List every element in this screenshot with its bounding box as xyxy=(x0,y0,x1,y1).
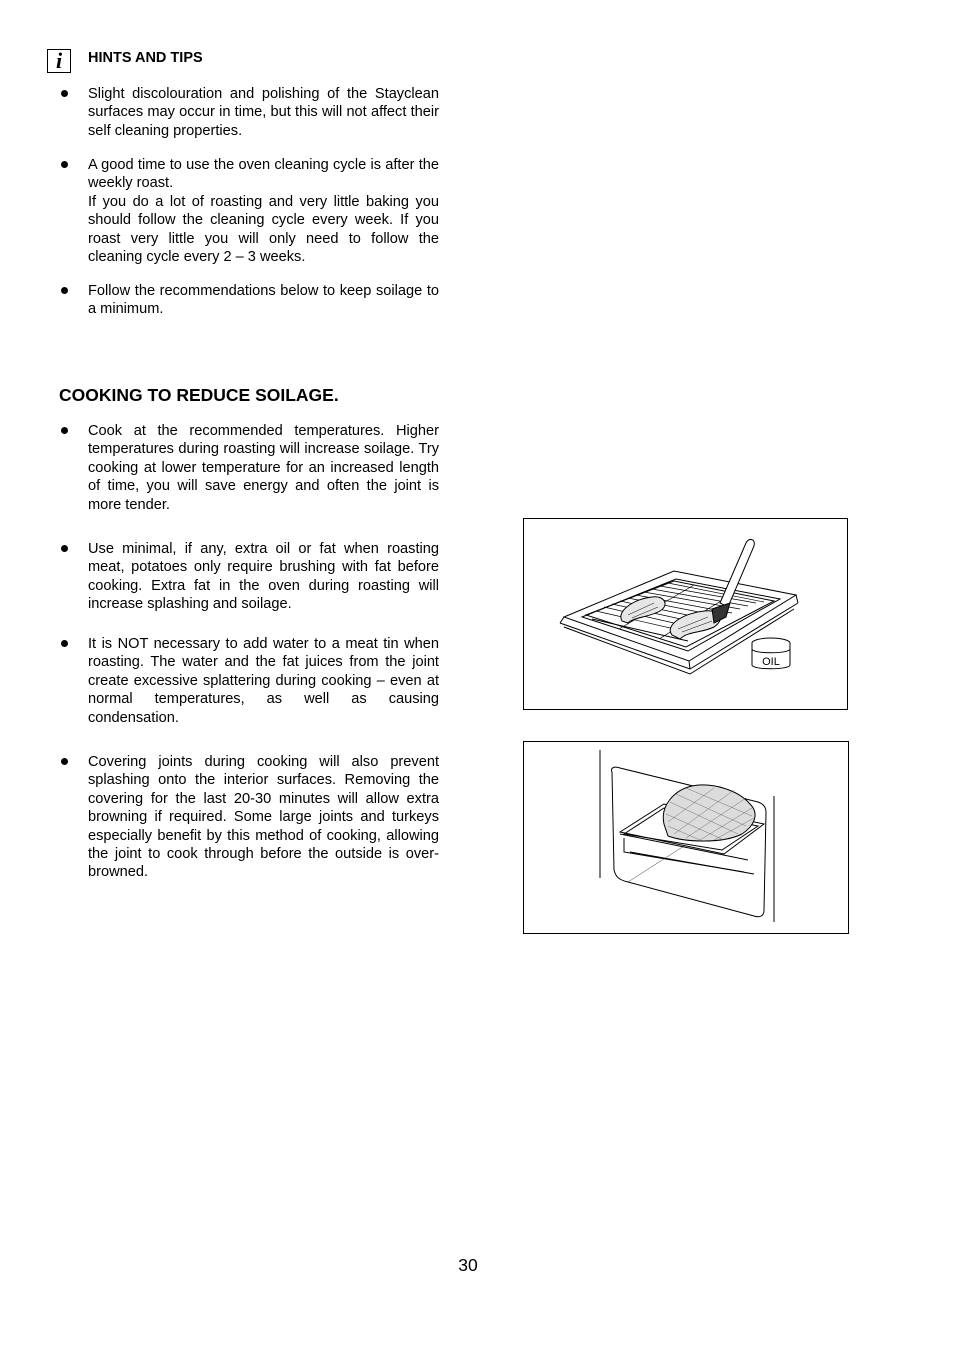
tip-text: Covering joints during cooking will also prevent splashing onto the interior surfaces. Removing the covering for the last 20-30 minutes will allow extra browning if required. Some large joints and turkeys especially benefit by this method of cooking, allowing the joint to cook through before the outside is over-browned. xyxy=(88,754,439,881)
list-item xyxy=(59,156,439,266)
list-item xyxy=(59,282,439,319)
oven-drawing xyxy=(524,742,848,933)
tip-text: It is NOT necessary to add water to a meat tin when roasting. The water and the fat juices from the joint create excessive splattering during cooking – even at normal temperatures, as well as causing condensation. xyxy=(88,636,439,726)
bullet-icon xyxy=(61,287,68,294)
list-item xyxy=(59,422,439,514)
list-item xyxy=(59,753,439,882)
hint-text: Follow the recommendations below to keep soilage to a minimum. xyxy=(88,283,439,318)
hints-title: HINTS AND TIPS xyxy=(88,50,203,66)
bullet-icon xyxy=(61,640,68,647)
hint-text: Slight discolouration and polishing of the Stayclean surfaces may occur in time, but this will not affect their self cleaning properties. xyxy=(88,86,439,139)
tip-text: Use minimal, if any, extra oil or fat when roasting meat, potatoes only require brushing with fat before cooking. Extra fat in the oven during roasting will increase splashing and soilage. xyxy=(88,541,439,613)
list-item xyxy=(59,635,439,727)
list-item xyxy=(59,540,439,614)
oil-label: OIL xyxy=(762,656,780,668)
bullet-icon xyxy=(61,758,68,765)
roasting-tin-illustration xyxy=(523,518,848,710)
tip-text: Cook at the recommended temperatures. Higher temperatures during roasting will increase soilage. Try cooking at lower temperature for an increased length of time, you will save energy and often the joint is more tender. xyxy=(88,423,439,513)
bullet-icon xyxy=(61,90,68,97)
bullet-icon xyxy=(61,545,68,552)
covered-joint-in-oven-illustration xyxy=(523,741,849,934)
info-icon: i xyxy=(47,49,71,73)
page-number: 30 xyxy=(458,1255,478,1275)
list-item xyxy=(59,85,439,140)
hint-text: A good time to use the oven cleaning cycle is after the weekly roast. xyxy=(88,157,439,192)
bullet-icon xyxy=(61,161,68,168)
section-title: COOKING TO REDUCE SOILAGE. xyxy=(59,385,339,405)
hint-text: If you do a lot of roasting and very little baking you should follow the cleaning cycle every week. If you roast very little you will only need to follow the cleaning cycle every 2 – 3 weeks. xyxy=(88,193,439,266)
roasting-tin-drawing xyxy=(524,519,847,709)
bullet-icon xyxy=(61,427,68,434)
